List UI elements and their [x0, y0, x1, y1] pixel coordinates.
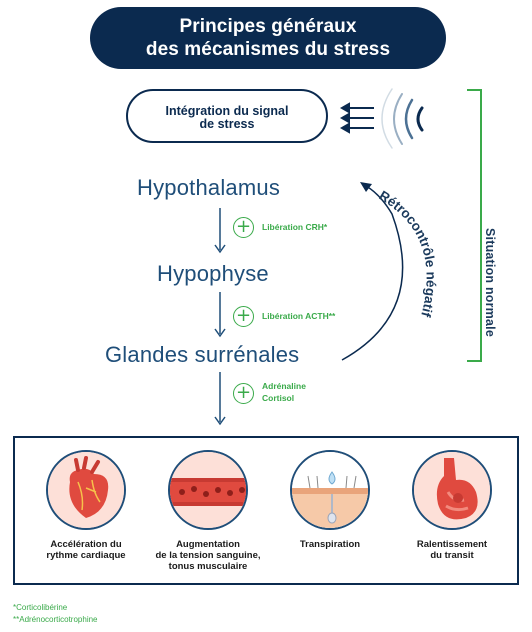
- plus-icon-crh: +: [233, 217, 254, 238]
- heart-icon: [46, 450, 126, 530]
- crh-release-label: Libération CRH*: [262, 222, 328, 232]
- situation-normale-label: Situation normale: [483, 228, 497, 337]
- acth-release-label: Libération ACTH**: [262, 311, 336, 321]
- effect-blood-pressure: [145, 450, 271, 572]
- signal-integration-box: [126, 89, 328, 143]
- cortisol-label: Cortisol: [262, 393, 295, 403]
- footnote-acth: **Adrénocorticotrophine: [13, 615, 98, 624]
- adrenaline-label: Adrénaline: [262, 381, 306, 391]
- effect-bp-line-1: Augmentation: [176, 539, 240, 550]
- stress-signal-icon: [336, 86, 436, 150]
- feedback-label: Rétrocontrôle négatif: [376, 187, 439, 319]
- situation-bracket: [465, 88, 485, 364]
- signal-line-2: de stress: [199, 117, 255, 131]
- effect-sweat-line-1: Transpiration: [299, 539, 361, 550]
- hypothalamus-label: Hypothalamus: [137, 175, 281, 200]
- svg-text:Rétrocontrôle négatif: [377, 188, 439, 319]
- plus-icon-acth: +: [233, 306, 254, 327]
- effect-digestion: [389, 450, 515, 561]
- title-line-2: des mécanismes du stress: [145, 39, 391, 60]
- title-line-1: Principes généraux: [179, 16, 357, 37]
- skin-sweat-icon: [290, 450, 370, 530]
- glandes-surrenales-label: Glandes surrénales: [105, 342, 300, 367]
- effects-panel: [13, 436, 519, 585]
- footnote-crh: *Corticolibérine: [13, 603, 68, 612]
- effect-digestion-line-1: Ralentissement: [416, 539, 488, 550]
- title-banner: [90, 7, 446, 69]
- effect-heart-line-2: rythme cardiaque: [46, 550, 126, 561]
- effect-sweat: [267, 450, 393, 550]
- stomach-icon: [412, 450, 492, 530]
- effect-heart-line-1: Accélération du: [50, 539, 122, 550]
- hypophyse-label: Hypophyse: [157, 261, 269, 286]
- plus-icon-hormones: +: [233, 383, 254, 404]
- signal-line-1: Intégration du signal: [165, 104, 289, 118]
- effect-heart: [23, 450, 149, 561]
- feedback-label-svg: [360, 180, 450, 380]
- effect-bp-line-3: tonus musculaire: [168, 561, 248, 572]
- effect-bp-line-2: de la tension sanguine,: [155, 550, 261, 561]
- effect-digestion-line-2: du transit: [430, 550, 474, 561]
- flow-arrows: [210, 200, 230, 432]
- blood-vessel-icon: [168, 450, 248, 530]
